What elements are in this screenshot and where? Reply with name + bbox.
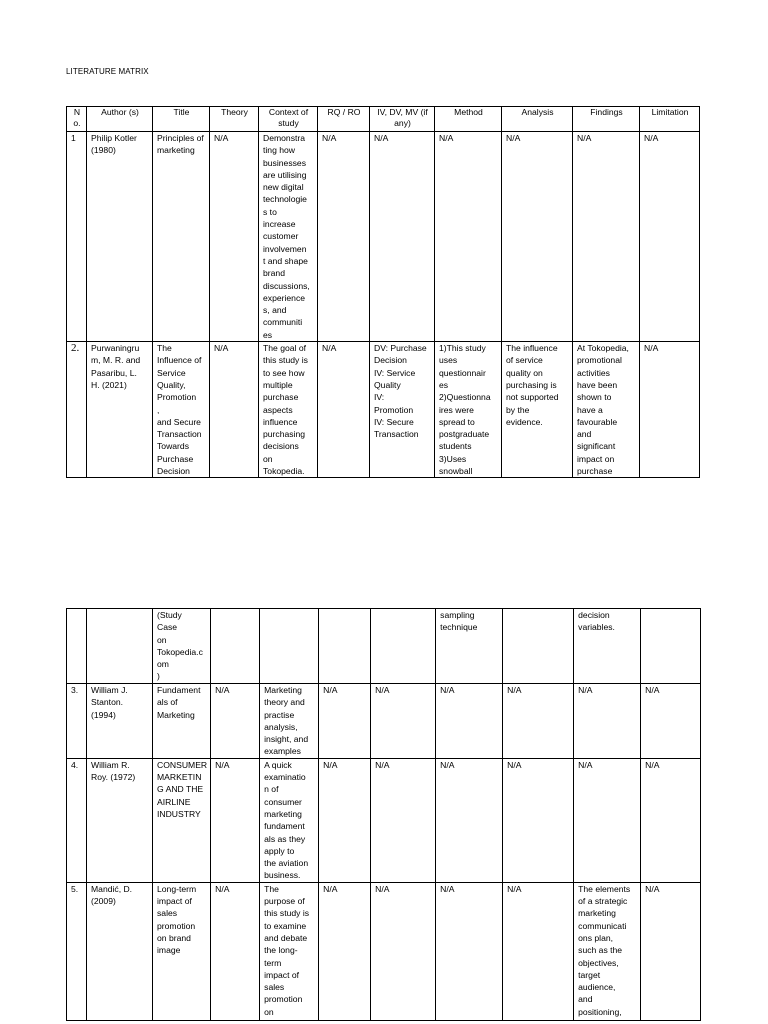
col-header-rq: RQ / RO bbox=[318, 107, 370, 132]
table-row bbox=[67, 132, 700, 342]
cell-context: The goal of this study is to see how multiple purchase aspects influence purchasing decisions on Tokopedia. bbox=[259, 342, 318, 478]
cell-vars: N/A bbox=[371, 684, 436, 759]
cell-author: Philip Kotler (1980) bbox=[87, 132, 153, 342]
cell-rq bbox=[319, 609, 371, 684]
cell-method: N/A bbox=[436, 758, 503, 882]
cell-vars: N/A bbox=[370, 132, 435, 342]
cell-method: sampling technique bbox=[436, 609, 503, 684]
cell-vars: N/A bbox=[371, 758, 436, 882]
cell-no: 1 bbox=[67, 132, 87, 342]
col-header-method: Method bbox=[435, 107, 502, 132]
col-header-vars: IV, DV, MV (if any) bbox=[370, 107, 435, 132]
cell-limitation: N/A bbox=[640, 132, 700, 342]
cell-findings: N/A bbox=[574, 684, 641, 759]
cell-limitation: N/A bbox=[641, 758, 701, 882]
cell-analysis: N/A bbox=[503, 758, 574, 882]
cell-limitation bbox=[641, 609, 701, 684]
cell-theory: N/A bbox=[210, 132, 259, 342]
col-header-limitation: Limitation bbox=[640, 107, 700, 132]
cell-no: 5. bbox=[67, 882, 87, 1020]
col-header-context: Context of study bbox=[259, 107, 318, 132]
cell-findings: The elements of a strategic marketing communicati ons plan, such as the objectives, target audience, and positioning, bbox=[574, 882, 641, 1020]
cell-findings: At Tokopedia, promotional activities have been shown to have a favourable and significant impact on purchase bbox=[573, 342, 640, 478]
cell-title: The Influence of Service Quality, Promotion , and Secure Transaction Towards Purchase Decision bbox=[153, 342, 210, 478]
literature-matrix-table-page2 bbox=[66, 608, 701, 1021]
table-row bbox=[67, 342, 700, 478]
cell-context: A quick examinatio n of consumer marketing fundament als as they apply to the aviation business. bbox=[260, 758, 319, 882]
cell-author: William R. Roy. (1972) bbox=[87, 758, 153, 882]
cell-theory: N/A bbox=[211, 882, 260, 1020]
table-row bbox=[67, 758, 701, 882]
cell-analysis: N/A bbox=[503, 882, 574, 1020]
table-row bbox=[67, 684, 701, 759]
col-header-title: Title bbox=[153, 107, 210, 132]
cell-theory bbox=[211, 609, 260, 684]
cell-method: N/A bbox=[436, 684, 503, 759]
table-row bbox=[67, 609, 701, 684]
cell-author: Purwaningru m, M. R. and Pasaribu, L. H. (2021) bbox=[87, 342, 153, 478]
cell-title: Fundament als of Marketing bbox=[153, 684, 211, 759]
col-header-analysis: Analysis bbox=[502, 107, 573, 132]
cell-rq: N/A bbox=[319, 882, 371, 1020]
cell-theory: N/A bbox=[211, 758, 260, 882]
cell-title: Long-term impact of sales promotion on brand image bbox=[153, 882, 211, 1020]
cell-rq: N/A bbox=[318, 132, 370, 342]
cell-context bbox=[260, 609, 319, 684]
cell-findings: decision variables. bbox=[574, 609, 641, 684]
cell-context: Marketing theory and practise analysis, insight, and examples bbox=[260, 684, 319, 759]
cell-rq: N/A bbox=[319, 684, 371, 759]
cell-method: 1)This study uses questionnair es 2)Questionna ires were spread to postgraduate students 3)Uses snowball bbox=[435, 342, 502, 478]
cell-vars: DV: Purchase Decision IV: Service Quality IV: Promotion IV: Secure Transaction bbox=[370, 342, 435, 478]
col-header-findings: Findings bbox=[573, 107, 640, 132]
cell-analysis: N/A bbox=[502, 132, 573, 342]
cell-rq: N/A bbox=[318, 342, 370, 478]
header-row bbox=[67, 107, 700, 132]
cell-title: Principles of marketing bbox=[153, 132, 210, 342]
col-header-author: Author (s) bbox=[87, 107, 153, 132]
table-row bbox=[67, 882, 701, 1020]
cell-limitation: N/A bbox=[641, 684, 701, 759]
cell-context: Demonstra ting how businesses are utilising new digital technologie s to increase customer involvemen t and shape brand discussions, experience s, and communiti es bbox=[259, 132, 318, 342]
cell-theory: N/A bbox=[210, 342, 259, 478]
cell-no bbox=[67, 609, 87, 684]
cell-findings: N/A bbox=[574, 758, 641, 882]
cell-author: William J. Stanton. (1994) bbox=[87, 684, 153, 759]
document-title: LITERATURE MATRIX bbox=[66, 67, 149, 76]
cell-analysis: N/A bbox=[503, 684, 574, 759]
cell-title: (Study Case on Tokopedia.c om ) bbox=[153, 609, 211, 684]
cell-theory: N/A bbox=[211, 684, 260, 759]
cell-context: The purpose of this study is to examine and debate the long- term impact of sales promotion on bbox=[260, 882, 319, 1020]
cell-vars: N/A bbox=[371, 882, 436, 1020]
col-header-theory: Theory bbox=[210, 107, 259, 132]
cell-method: N/A bbox=[436, 882, 503, 1020]
cell-no: 4. bbox=[67, 758, 87, 882]
cell-analysis bbox=[503, 609, 574, 684]
literature-matrix-table-page1 bbox=[66, 106, 700, 478]
cell-limitation: N/A bbox=[640, 342, 700, 478]
cell-author: Mandić, D. (2009) bbox=[87, 882, 153, 1020]
cell-method: N/A bbox=[435, 132, 502, 342]
col-header-no: N o. bbox=[67, 107, 87, 132]
cell-findings: N/A bbox=[573, 132, 640, 342]
cell-vars bbox=[371, 609, 436, 684]
cell-author bbox=[87, 609, 153, 684]
cell-rq: N/A bbox=[319, 758, 371, 882]
cell-analysis: The influence of service quality on purchasing is not supported by the evidence. bbox=[502, 342, 573, 478]
cell-title: CONSUMER MARKETIN G AND THE AIRLINE INDUSTRY bbox=[153, 758, 211, 882]
cell-no: 3. bbox=[67, 684, 87, 759]
cell-limitation: N/A bbox=[641, 882, 701, 1020]
cell-no: 2. bbox=[67, 342, 87, 478]
